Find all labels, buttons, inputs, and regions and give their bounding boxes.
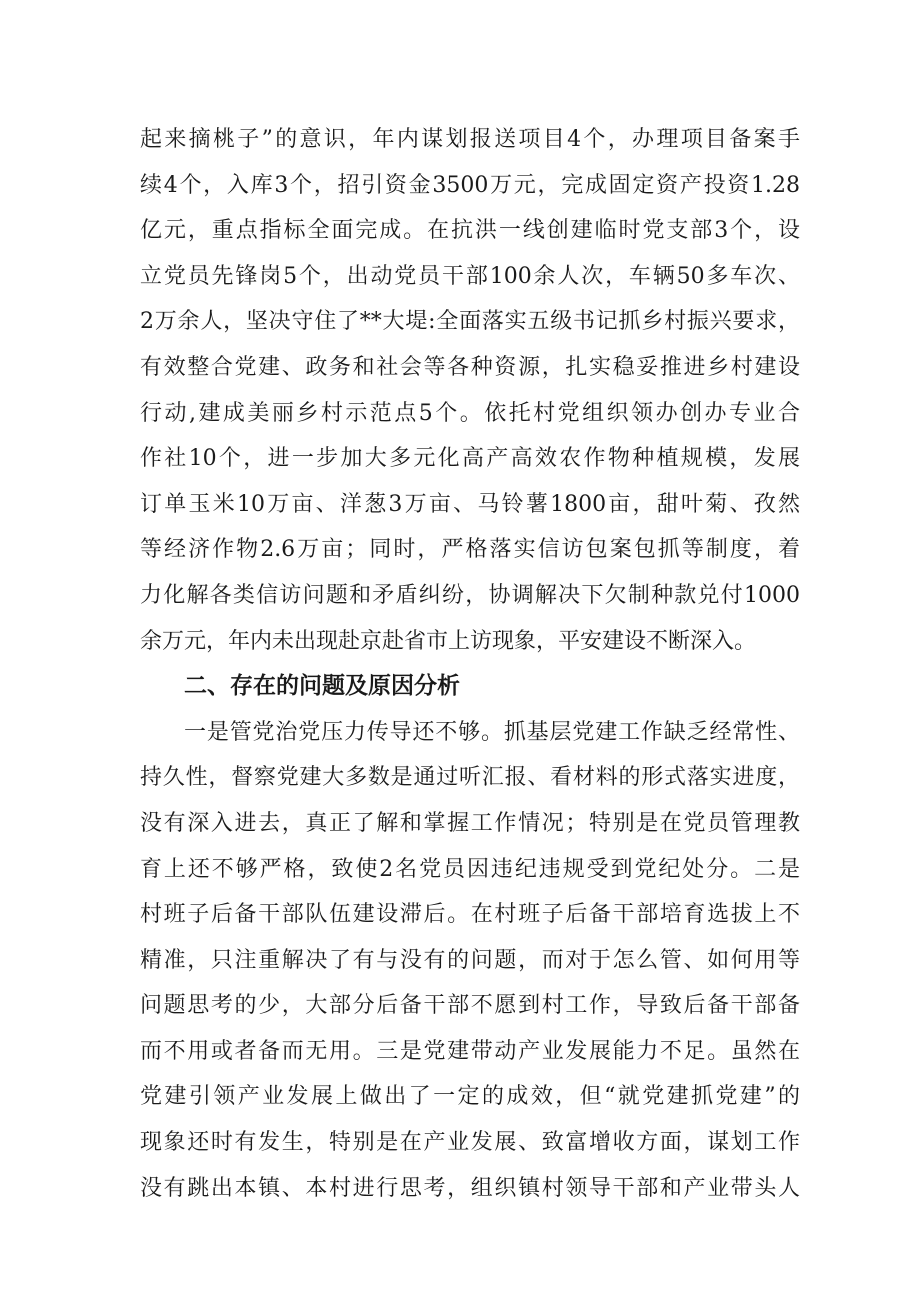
text-line: 村班子后备干部队伍建设滞后。在村班子后备干部培育选拔上不 bbox=[140, 902, 800, 928]
document-body bbox=[140, 117, 800, 1211]
text-line: 没有跳出本镇、本村进行思考，组织镇村领导干部和产业带头人 bbox=[140, 1175, 800, 1201]
text-line: 现象还时有发生，特别是在产业发展、致富增收方面，谋划工作 bbox=[140, 1130, 800, 1156]
text-line: 立党员先锋岗5个，出动党员干部100余人次，车辆50多车次、 bbox=[140, 263, 800, 289]
text-line: 余万元，年内未出现赴京赴省市上访现象，平安建设不断深入。 bbox=[140, 628, 757, 654]
text-line: 作社10个，进一步加大多元化高产高效农作物种植规模，发展 bbox=[140, 446, 800, 472]
text-line: 没有深入进去，真正了解和掌握工作情况；特别是在党员管理教 bbox=[140, 810, 800, 836]
text-line: 而不用或者备而无用。三是党建带动产业发展能力不足。虽然在 bbox=[140, 1038, 800, 1064]
text-line: 育上还不够严格，致使2名党员因违纪违规受到党纪处分。二是 bbox=[140, 856, 800, 882]
text-line: 问题思考的少，大部分后备干部不愿到村工作，导致后备干部备 bbox=[140, 993, 800, 1019]
text-line: 等经济作物2.6万亩；同时，严格落实信访包案包抓等制度，着 bbox=[140, 537, 800, 563]
text-line: 力化解各类信访问题和矛盾纠纷，协调解决下欠制种款兑付1000 bbox=[140, 582, 800, 608]
paragraph-achievements bbox=[140, 117, 800, 664]
section-heading: 二、存在的问题及原因分析 bbox=[184, 673, 460, 700]
text-line: 持久性，督察党建大多数是通过听汇报、看材料的形式落实进度， bbox=[140, 765, 800, 791]
paragraph-problems bbox=[140, 710, 800, 1212]
text-line: 一是管党治党压力传导还不够。抓基层党建工作缺乏经常性、 bbox=[184, 719, 800, 745]
text-line: 精准，只注重解决了有与没有的问题，而对于怎么管、如何用等 bbox=[140, 947, 800, 973]
text-line: 2万余人，坚决守住了**大堤:全面落实五级书记抓乡村振兴要求， bbox=[140, 309, 800, 335]
text-line: 续4个，入库3个，招引资金3500万元，完成固定资产投资1.28 bbox=[140, 172, 800, 198]
text-line: 起来摘桃子”的意识，年内谋划报送项目4个，办理项目备案手 bbox=[140, 127, 800, 152]
text-line: 亿元，重点指标全面完成。在抗洪一线创建临时党支部3个，设 bbox=[140, 218, 800, 244]
text-line: 有效整合党建、政务和社会等各种资源，扎实稳妥推进乡村建设 bbox=[140, 354, 800, 380]
text-line: 行动,建成美丽乡村示范点5个。依托村党组织领办创办专业合 bbox=[140, 400, 800, 426]
text-line: 党建引领产业发展上做出了一定的成效，但“就党建抓党建”的 bbox=[140, 1084, 800, 1110]
text-line: 订单玉米10万亩、洋葱3万亩、马铃薯1800亩，甜叶菊、孜然 bbox=[140, 491, 800, 517]
